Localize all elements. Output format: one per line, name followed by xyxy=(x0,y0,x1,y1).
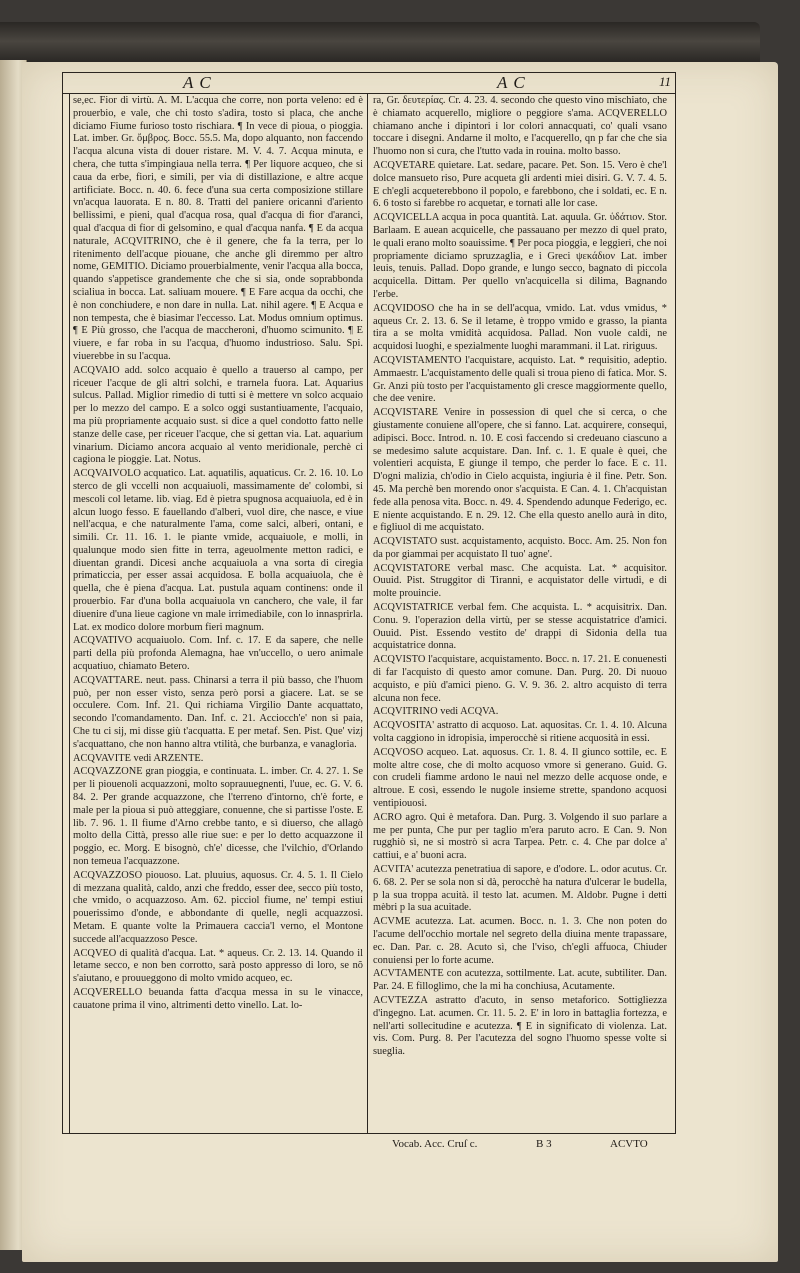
entry-acquosita: ACQVOSITA' astratto di acquoso. Lat. aquositas. Cr. 1. 4. 10. Alcuna volta caggiono in idropisia, imperocchè si ritiene acquosità in essi. xyxy=(373,720,667,745)
entry-acquativo: ACQVATIVO acquaiuolo. Com. Inf. c. 17. E da sapere, che nelle parti della più profonda Alemagna, hae vn'uccello, o uero animale acquatiuo, chiamato Betero. xyxy=(73,635,363,673)
entry-acquattare: ACQVATTARE. neut. pass. Chinarsi a terra il più basso, che l'huom può, per non esser visto, senza però porsi a giacere. Lat. se se occulere. Com. Inf. 21. Qui richiama Virgilio Dante acquattato, secondo l'comandamento. Dan. Inf. c. 21. Acciocch'e' non si paia, Che tu ci sij, mi disse giù t'acquatta. E per metaf. Sen. Pist. Que' vizj s'acquattano, che non hanno altra vtilità, che burbanza, e vanagloria. xyxy=(73,674,363,750)
running-head-left: AC xyxy=(183,73,217,92)
margin-rule xyxy=(69,93,70,1133)
column-divider xyxy=(367,93,368,1133)
entry-acquazzone: ACQVAZZONE gran pioggia, e continuata. L. imber. Cr. 4. 27. 1. Se per li piouenoli acquazzoni, molto soprauuegnenti, l'uue, ec. G. V. 6. 84. 2. Per grande acquazzone, che l'terreno d'intorno, ch'è forte, e male per la pioua si può atteggiare, conuenne, che si partisse l'oste. E lib. 7. 96. 1. Il fiume d'Arno crebbe tanto, e sì diuerso, che allagò molto della Città, presso alle riue sue: e per lo detto acquazzone il poggio, ec. Morg. E bisognò, ch'e' dicesse, che l'vilchio, d'Orlando non temeua l'acquazzone. xyxy=(73,766,363,868)
entry-acquazzoso: ACQVAZZOSO piouoso. Lat. pluuius, aquosus. Cr. 4. 5. 1. Il Cielo di mezzana qualità, caldo, anzi che freddo, esser dee, secco più tosto, che vmido, o acquazzoso. Am. 62. picciol fiume, ne' tempi estiui pouerissimo d'onde, e abbondante di quelle, negli acquazzosi. Metam. E quante volte la Primauera caccia'l verno, el Montone succede all'acquazzoso Pesce. xyxy=(73,869,363,945)
page-number: 11 xyxy=(658,74,671,89)
entry-acquistare: ACQVISTARE Venire in possession di quel che si cerca, o che giustamente conuiene all'opere, che si fanno. Lat. acquirere, consequi, adipisci. Bocc. Introd. n. 10. E così faccendo si credeuano ciascuno a se medesimo salute acquistare. Dan. Inf. c. 1. E quale è quei, che volentieri acquista, E giunge il tempo, che perder lo face. E c. 11. D'ogni malizia, ch'odio in Cielo acquista, ingiuria è il fine. Petr. Son. 45. Ma perchè ben morendo onor s'acquista. E Can. 4. 1. Ch'acquistan fede alla penosa vita. Bocc. n. 49. 4. Spendendo adunque Federigo, ec. E niente acquistando. E n. 29. 12. Che ella questo anello aurà in dito, e figliuol di me acquistato. xyxy=(373,407,667,534)
entry-acquerello: ACQVERELLO beuanda fatta d'acqua messa in su le vinacce, cauatone prima il vino, altrimenti detto vinello. Lat. lo- xyxy=(73,986,363,1011)
signature-mark: B 3 xyxy=(536,1138,552,1150)
entry-acquoso: ACQVOSO acqueo. Lat. aquosus. Cr. 1. 8. 4. Il giunco sottile, ec. E molte altre cose, che di molto acquoso vmore si generano. Guid. G. con crudeli fiamme ardono le naui nel mezzo delle acquose onde, e altroue. E così, essendo le nugole insieme strette, spandono acquosi ventipiouosi. xyxy=(373,746,667,810)
page-frame xyxy=(62,72,676,1134)
entry-acquetare: ACQVETARE quietare. Lat. sedare, pacare. Pet. Son. 15. Vero è che'l dolce mansueto riso, Pure acqueta gli ardenti miei disiri. G. V. 7. 4. 5. E ch'egli acqueterebbono il popolo, e farebbono, che i soldati, ec. E n. 6. 6 tosto si farebbe ro acquetar, e tornati alle lor case. xyxy=(373,159,667,210)
running-head-row xyxy=(63,73,675,94)
entry-acquistatrice: ACQVISTATRICE verbal fem. Che acquista. L. * acquisitrix. Dan. Conu. 9. l'operazion della virtù, per se stesse acquistatrice d'amici. Ouuid. Pist. Essendo vestito de' drappi di Sidonia della tua acquistatrice donna. xyxy=(373,602,667,652)
catchword: ACVTO xyxy=(610,1138,648,1150)
entry-acutezza: ACVTEZZA astratto d'acuto, in senso metaforico. Sottigliezza d'ingegno. Lat. acumen. Cr. 11. 5. 2. E' in loro in battaglia fortezza, e nell'arti sollecitudine e acutezza. ¶ E in significato di violenza. Lat. vis. Com. Purg. 8. Per l'acutezza del sogno l'huomo spesse volte si sueglia. xyxy=(373,994,667,1058)
right-column xyxy=(373,95,667,1131)
entry-acquisto: ACQVISTO l'acquistare, acquistamento. Bocc. n. 17. 21. E conuenesti di far l'acquisto di questo amor comune. Dan. Purg. 20. Di nuouo acquisto, e più d'amici pieno. G. V. 9. 36. 2. altro acquisto di terra alcuna non fece. xyxy=(373,654,667,704)
entry-acqua-cont: se,ec. Fior di virtù. A. M. L'acqua che corre, non porta veleno: ed è prouerbio, e vale, che chi tosto s'adira, tosto si placa, che anche diciamo Fiume furioso tosto rischiara. ¶ In vece di pioua, o pioggia. Lat. imber. Gr. ὄμβρος. Bocc. 55.5. Ma, dopo alquanto, non faccendo l'acqua alcuna vista di douer ristare. M. V. 4. 7. Acqua minuta, e chera, che tutta s'impingiaua nella terra. ¶ Per liquore acqueo, che si caua da erbe, fiori, e simili, per via di distillazione, e altre acque artificiate. Bocc. n. 40. 6. fece d'una sua certa composizione stillare vn'acqua lauorata. E n. 80. 8. Tratti del paniere oricanni d'ariento bellissimi, e pieni, qual d'acqua rosa, qual d'acqua di fior d'aranci, qual d'acqua di fior di gelsomino, e qual d'acqua nanfa. ¶ E da acqua naturale, ACQVITRINO, che è il genere, che fa la terra, per lo ritenimento dell'acque piouane, che anche gli diremmo per altro nome, GEMITIO. Diciamo prouerbialmente, venir l'acqua alla bocca, quando s'appetisce grandemente che che si sia, onde soprabbonda scialiua in bocca. Lat. saliuam mouere. ¶ E Fare acqua da occhi, che è non conchiudere, e non dare in nulla. Lat. nihil agere. ¶ E Acqua e non tempesta, che è biasimar l'eccesso. Lat. Modus omnium optimus. ¶ E Più grosso, che l'acqua de maccheroni, d'huomo scimunito. ¶ E viuere, e far roba in su l'acqua, d'huomo industrioso. Salu. Spi. viuerebbe in su l'acqua. xyxy=(73,95,363,362)
left-column xyxy=(73,95,363,1131)
entry-acquicella: ACQVICELLA acqua in poca quantità. Lat. aquula. Gr. ὑδάτιον. Stor. Barlaam. E auean acquicelle, che passauano per mezzo di quel prato, le quali erano molto soauissime. ¶ Per poca pioggia, e leggieri, che noi propriamente diciamo spruzzaglia, e i Greci ψεκάδιον Lat. imber leuis, tenuis. Pallad. Dopo grande, e lungo secco, bagnato di piccola acquicella. Dittam. Per quello vn'acquicella si dilima, Bagnando l'erbe. xyxy=(373,212,667,300)
entry-acquavite: ACQVAVITE vedi ARZENTE. xyxy=(73,752,204,764)
entry-acquaio: ACQVAIO add. solco acquaio è quello a trauerso al campo, per riceuer l'acque de gli altri solchi, e trarnela fuora. Lat. Aquarius sulcus. Pallad. Miglior rimedio di tutti si è mettere vn solco acquaio per lo mezzo del campo. E a solco oggi sustantiuamente, l'acquaio, ma più propriamente acquaio sust. si dice a quel condotto fatto nelle stanze delle case, per riceuer l'acque, che si gettan via. Lat. aquarium vinarium. Diciamo ancora acquaio al vento meridionale, perchè ci cagiona le pioggie. Lat. Notus. xyxy=(73,364,363,466)
entry-acquistamento: ACQVISTAMENTO l'acquistare, acquisto. Lat. * requisitio, adeptio. Ammaestr. L'acquistamento delle quali si troua pieno di fatica. Mor. S. Gr. Anzi più tosto per l'acquistamento gli cresce maggiormente quello, che dee venire. xyxy=(373,354,667,405)
signature-line: Vocab. Acc. Cruſ c. xyxy=(392,1138,478,1150)
entry-acuita: ACVITA' acutezza penetratiua di sapore, e d'odore. L. odor acutus. Cr. 6. 68. 2. Per se sola non si dà, perocchè ha natura d'ulcerar le budella, p la sua troppa acuità. il testo lat. acumen. M. Aldobr. Pugne i detti mèbri p la sua acuitade. xyxy=(373,864,667,914)
entry-acquistatore: ACQVISTATORE verbal masc. Che acquista. Lat. * acquisitor. Ouuid. Pist. Struggitor di Tiranni, e acquistator delle virtudi, e di molte prouincie. xyxy=(373,562,667,600)
running-head-right: AC xyxy=(497,73,531,92)
entry-acro: ACRO agro. Qui è metafora. Dan. Purg. 3. Volgendo il suo parlare a me per punta, Che pur per taglio m'era paruto acro. E Can. 9. Non rugghiò sì, ne si mostrò sì acra Tarpea. Petr. c. 4. Che par dolce a' cattiui, e a' buoni acra. xyxy=(373,811,667,862)
entry-acquaivolo: ACQVAIVOLO acquatico. Lat. aquatilis, aquaticus. Cr. 2. 16. 10. Lo sterco de gli vccelli non acquaiuoli, massimamente de' colombi, si mescoli col letame. lib. viag. Ed è pietra spugnosa acquaiuola, ed è in alcun luogo fesso. E fauellando d'alberi, vuol dire, che nasce, e viue nell'acqua, e che naturalmente l'ama, come salci, alberi, ontani, e simili. Cr. 11. 16. 1. le piante vmide, acquaiuole, e molli, in qualunque modo sien fitte in terra, ageuolmente metton radici, e diuentan grandi. Dicesi anche acquaiuola a vna sorta di ciregia primaticcia, per esser assai acquidosa. E bolla acquaiuola, che è quella, che è piena d'acqua. Lat. pustula aquam continens: onde il prouerbio. Far d'una bolla acquaiuola vn canchero, che vale, il far diuenire d'una lieue cagione vn male irrimediabile, con lo innasprirla. Lat. ex modico dolore morbum fieri magnum. xyxy=(73,468,363,633)
entry-acquidoso: ACQVIDOSO che ha in se dell'acqua, vmido. Lat. vdus vmidus, * aqueus Cr. 2. 13. 6. Se il letame, è troppo vmido e grasso, la pianta tira a se molta vmidità acquidosa. Pallad. Non vuole caldi, ne acquidosi luoghi, e spezialmente luoghi marammani. il Lat. ririguus. xyxy=(373,302,667,353)
entry-acquistato: ACQVISTATO sust. acquistamento, acquisto. Bocc. Am. 25. Non fon da por giammai per acquistato Il tuo' agne'. xyxy=(373,536,667,560)
entry-acquerello-cont: ra, Gr. δευτερίας. Cr. 4. 23. 4. secondo che questo vino mischiato, che è chiamato acquerello, migliore o peggiore s'ama. ACQVERELLO chiamano anche i dipintori i lor colori annacquati, co' quali vsano toccare i disegni. Andarne il molto, e l'acquerello, qn p far che che sia l'huomo non si cura, che l'tutto vada in rouina. molto basso. xyxy=(373,95,667,158)
entry-acquitrino: ACQVITRINO vedi ACQVA. xyxy=(373,706,499,718)
entry-acqueo: ACQVEO di qualità d'acqua. Lat. * aqueus. Cr. 2. 13. 14. Quando il letame secco, e non ben corrotto, sarà posto appresso di loro, se nõ s'aiutano, e prouueggono di molto vmido acqueo, ec. xyxy=(73,947,363,985)
entry-acume: ACVME acutezza. Lat. acumen. Bocc. n. 1. 3. Che non poten do l'acume dell'occhio mortale nel segreto della diuina mente trapassare, ec. Dan. Par. c. 28. Acuto sì, che l'viso, ch'egli affuoca, Chiuder conuiensi per lo forte acume. xyxy=(373,916,667,966)
page-footer xyxy=(62,1138,674,1156)
entry-acutamente: ACVTAMENTE con acutezza, sottilmente. Lat. acute, subtiliter. Dan. Par. 24. E filloglimo, che la mi ha conchiusa, Acutamente. xyxy=(373,968,667,993)
